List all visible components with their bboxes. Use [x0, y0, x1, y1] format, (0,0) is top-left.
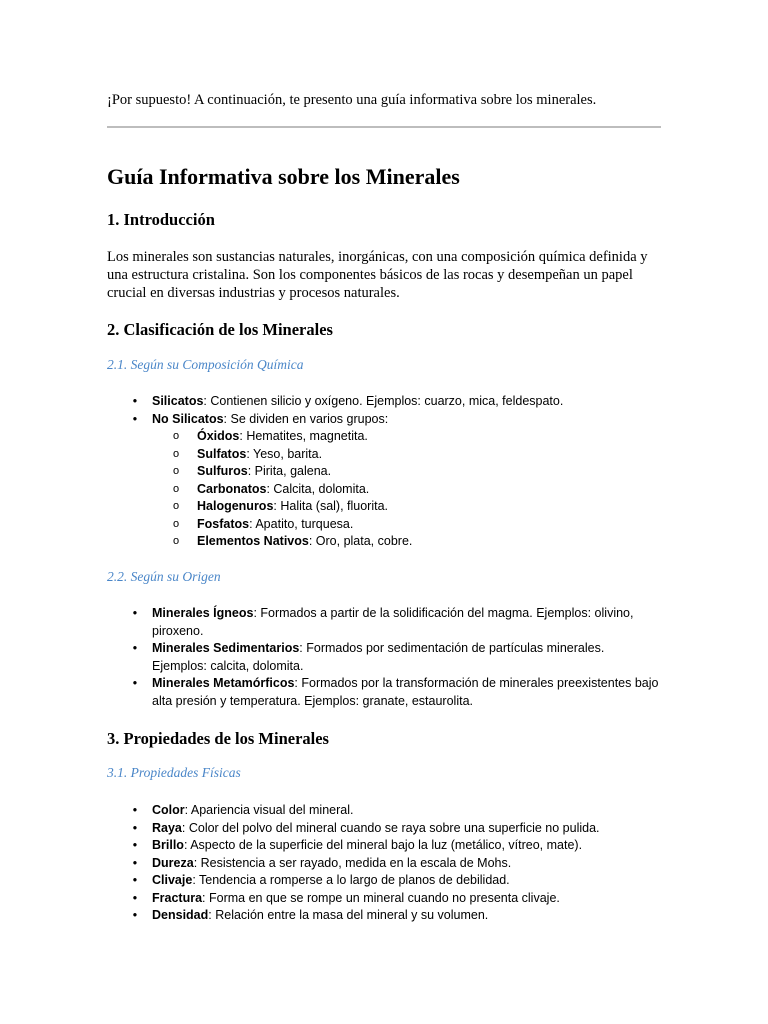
sublist-item [173, 446, 707, 464]
bullet-icon: • [132, 606, 138, 620]
list-item-term: Raya [152, 820, 182, 835]
list-item [132, 855, 662, 873]
sublist-item-term: Elementos Nativos [197, 534, 309, 548]
list-item-term: Minerales Ígneos [152, 606, 254, 620]
sublist-item-text: : Hematites, magnetita. [239, 429, 368, 443]
list-item-term: Brillo [152, 838, 184, 852]
sublist-item [173, 428, 707, 446]
list-item-text: : Formados por sedimentación de partículas minerales. Ejemplos: calcita, dolomita. [152, 641, 605, 673]
list-item [132, 411, 662, 551]
sublist-item-text: : Oro, plata, cobre. [308, 534, 413, 548]
bullet-icon: • [132, 890, 138, 905]
list-item [132, 890, 662, 908]
list-item-text: : Color del polvo del mineral cuando se raya sobre una superficie no pulida. [181, 820, 600, 835]
list-item-term: Minerales Metamórficos [152, 676, 295, 690]
circle-bullet-icon: o [173, 500, 180, 512]
origin-list [132, 605, 662, 710]
sublist-item [173, 463, 707, 481]
document-title: Guía Informativa sobre los Minerales [107, 164, 460, 189]
sublist-item-term: Sulfuros [197, 464, 248, 478]
bullet-icon: • [132, 855, 138, 870]
sublist-item [173, 481, 707, 499]
circle-bullet-icon: o [173, 517, 180, 530]
list-item-term: Densidad [152, 908, 209, 922]
list-item-text: : Se dividen en varios grupos: [223, 411, 389, 426]
section-1-heading: 1. Introducción [107, 210, 215, 229]
physical-properties-list [132, 802, 662, 925]
list-item [132, 872, 662, 890]
sublist-item-term: Carbonatos [197, 481, 267, 496]
list-item-text: : Apariencia visual del mineral. [184, 803, 354, 817]
sublist-item-text: : Pirita, galena. [247, 464, 332, 478]
bullet-icon: • [132, 411, 138, 426]
section-2-1-heading: 2.1. Según su Composición Química [107, 357, 304, 372]
bullet-icon: • [132, 908, 138, 922]
non-silicates-sublist [173, 428, 707, 551]
list-item-text: : Resistencia a ser rayado, medida en la escala de Mohs. [193, 855, 512, 870]
composition-list [132, 393, 662, 551]
circle-bullet-icon: o [173, 465, 180, 477]
sublist-item-text: : Halita (sal), fluorita. [273, 499, 389, 513]
sublist-item-term: Sulfatos [197, 446, 247, 461]
list-item-term: Fractura [152, 890, 203, 905]
section-1-paragraph: Los minerales son sustancias naturales, inorgánicas, con una composición química definida y una estructura cristalina. Son los componentes básicos de las rocas y desempeñan un papel crucial en diversas industrias y procesos naturales. [107, 249, 648, 301]
list-item-text: : Forma en que se rompe un mineral cuando no presenta clivaje. [202, 890, 560, 905]
bullet-icon: • [132, 803, 138, 817]
sublist-item-text: : Apatito, turquesa. [249, 516, 354, 531]
sublist-item-term: Fosfatos [197, 516, 250, 531]
sublist-item [173, 516, 707, 534]
list-item-term: Clivaje [152, 873, 193, 887]
circle-bullet-icon: o [173, 447, 180, 460]
list-item-text: : Relación entre la masa del mineral y su volumen. [208, 908, 489, 922]
bullet-icon: • [132, 873, 138, 887]
sublist-item-text: : Calcita, dolomita. [266, 481, 370, 496]
bullet-icon: • [132, 838, 138, 852]
section-2-heading: 2. Clasificación de los Minerales [107, 320, 333, 339]
list-item [132, 605, 662, 640]
sublist-item-term: Halogenuros [197, 499, 274, 513]
list-item [132, 393, 662, 411]
horizontal-rule [107, 126, 661, 128]
list-item-term: Dureza [152, 855, 194, 870]
bullet-icon: • [132, 641, 138, 655]
list-item-term: Color [152, 803, 185, 817]
bullet-icon: • [132, 820, 138, 835]
circle-bullet-icon: o [173, 535, 180, 547]
intro-sentence: ¡Por supuesto! A continuación, te presento una guía informativa sobre los minerales. [107, 92, 597, 108]
list-item [132, 820, 662, 838]
list-item-term: Silicatos [152, 394, 204, 408]
list-item-text: : Formados por la transformación de minerales preexistentes bajo alta presión y temperatura. Ejemplos: granate, estaurolita. [152, 676, 659, 708]
section-2-2-heading: 2.2. Según su Origen [107, 569, 221, 584]
list-item [132, 640, 662, 675]
list-item-text: : Aspecto de la superficie del mineral bajo la luz (metálico, vítreo, mate). [183, 838, 583, 852]
section-3-1-heading: 3.1. Propiedades Físicas [107, 765, 241, 780]
bullet-icon: • [132, 676, 138, 690]
circle-bullet-icon: o [173, 430, 180, 442]
section-3-heading: 3. Propiedades de los Minerales [107, 729, 329, 748]
list-item-text: : Contienen silicio y oxígeno. Ejemplos: cuarzo, mica, feldespato. [203, 394, 564, 408]
sublist-item [173, 533, 707, 551]
circle-bullet-icon: o [173, 482, 180, 495]
list-item-text: : Formados a partir de la solidificación del magma. Ejemplos: olivino, piroxeno. [152, 606, 634, 638]
list-item [132, 837, 662, 855]
sublist-item-term: Óxidos [197, 429, 240, 443]
list-item-term: No Silicatos [152, 411, 224, 426]
bullet-icon: • [132, 394, 138, 408]
list-item [132, 675, 662, 710]
list-item-text: : Tendencia a romperse a lo largo de planos de debilidad. [192, 873, 510, 887]
list-item-term: Minerales Sedimentarios [152, 641, 300, 655]
list-item [132, 802, 662, 820]
sublist-item [173, 498, 707, 516]
list-item [132, 907, 662, 925]
sublist-item-text: : Yeso, barita. [246, 446, 323, 461]
